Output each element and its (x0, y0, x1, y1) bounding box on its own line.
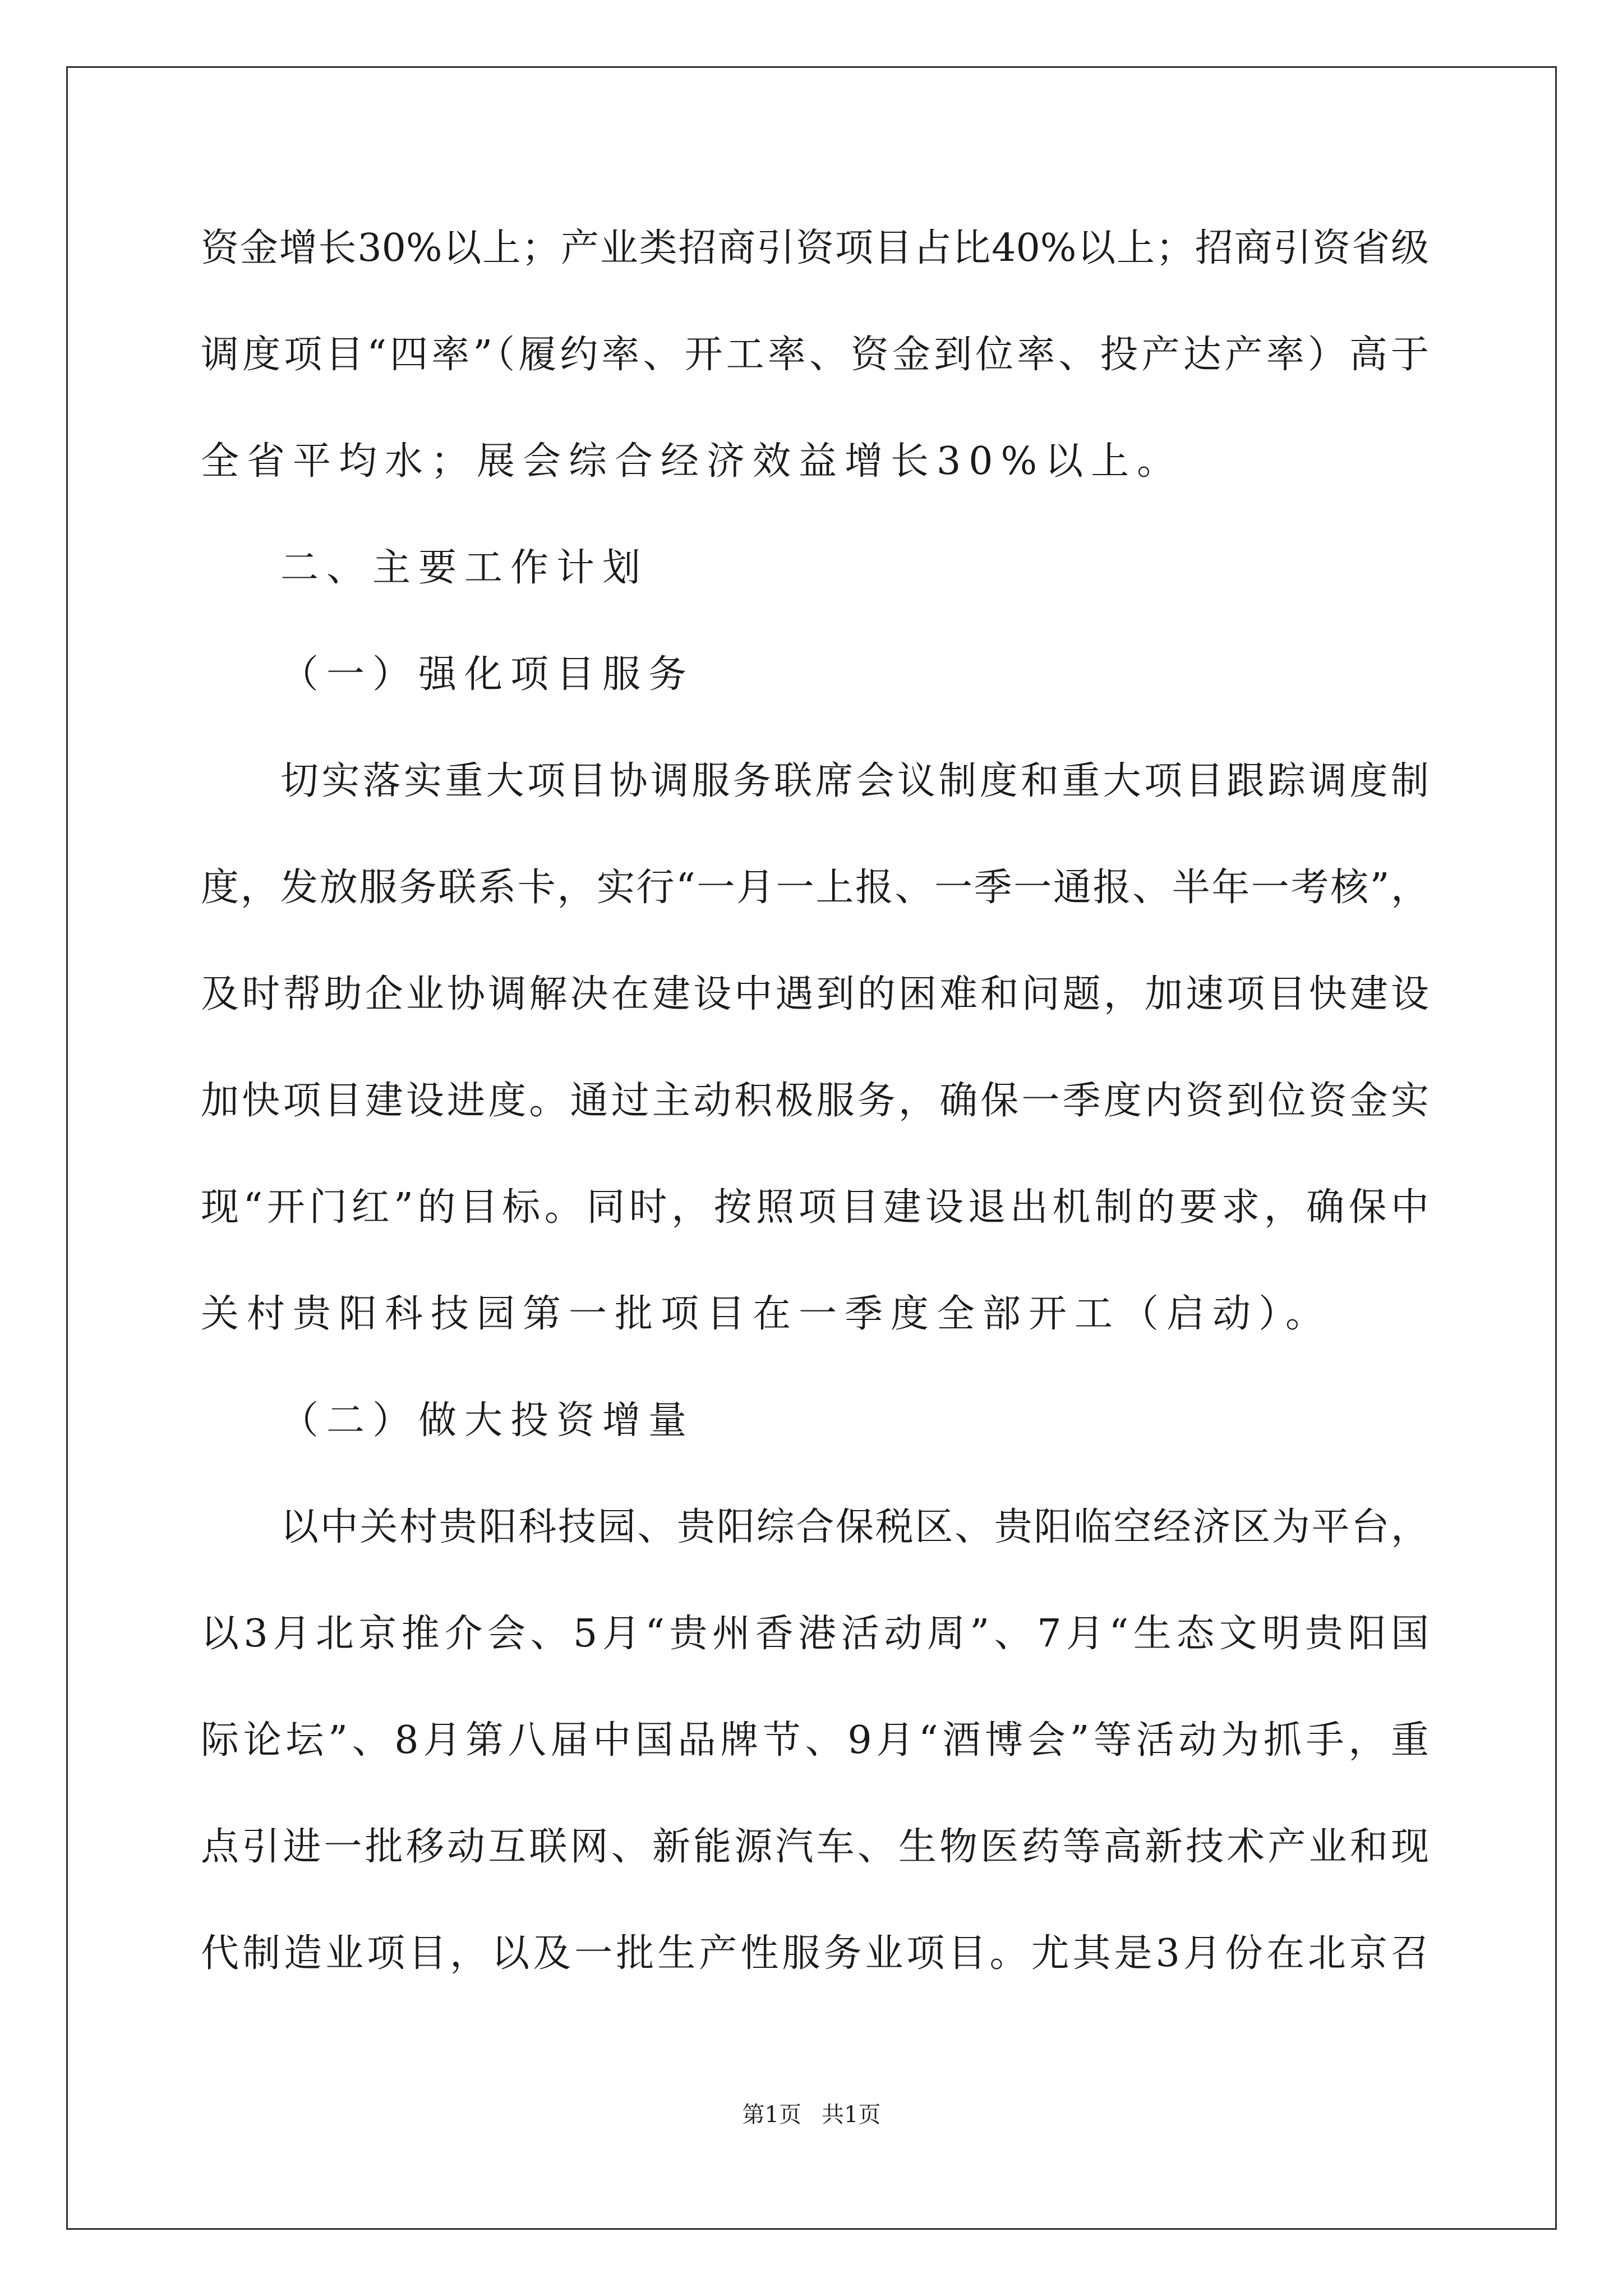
body-line-1: 资金增长30%以上；产业类招商引资项目占比40%以上；招商引资省级 (201, 226, 1429, 270)
body-line-17: 代制造业项目，以及一批生产性服务业项目。尤其是3月份在北京召 (201, 1931, 1429, 1976)
page-border (66, 66, 1557, 2230)
page-footer (0, 2101, 1623, 2129)
page-number: 第1页 (742, 2102, 801, 2128)
subsection-heading-2: （二）做大投资增量 (280, 1398, 695, 1443)
page-total: 共1页 (822, 2102, 881, 2128)
body-line-9: 加快项目建设进度。通过主动积极服务，确保一季度内资到位资金实 (201, 1079, 1429, 1123)
body-line-14: 以3月北京推介会、5月“贵州香港活动周”、7月“生态文明贵阳国 (201, 1612, 1429, 1656)
body-line-7: 度，发放服务联系卡，实行“一月一上报、一季一通报、半年一考核”， (201, 866, 1429, 910)
body-line-13: 以中关村贵阳科技园、贵阳综合保税区、贵阳临空经济区为平台， (280, 1505, 1429, 1549)
body-line-8: 及时帮助企业协调解决在建设中遇到的困难和问题，加速项目快建设 (201, 972, 1429, 1016)
body-line-2: 调度项目“四率”（履约率、开工率、资金到位率、投产达产率）高于 (201, 333, 1429, 377)
section-heading: 二、主要工作计划 (280, 546, 649, 590)
body-line-10: 现“开门红”的目标。同时，按照项目建设退出机制的要求，确保中 (201, 1185, 1429, 1230)
body-line-11: 关村贵阳科技园第一批项目在一季度全部开工（启动）。 (201, 1292, 1332, 1336)
body-line-3: 全省平均水；展会综合经济效益增长30%以上。 (201, 439, 1183, 484)
body-line-16: 点引进一批移动互联网、新能源汽车、生物医药等高新技术产业和现 (201, 1825, 1429, 1869)
body-line-6: 切实落实重大项目协调服务联席会议制度和重大项目跟踪调度制 (280, 759, 1429, 803)
body-line-15: 际论坛”、8月第八届中国品牌节、9月“酒博会”等活动为抓手，重 (201, 1718, 1429, 1763)
subsection-heading-1: （一）强化项目服务 (280, 652, 695, 697)
